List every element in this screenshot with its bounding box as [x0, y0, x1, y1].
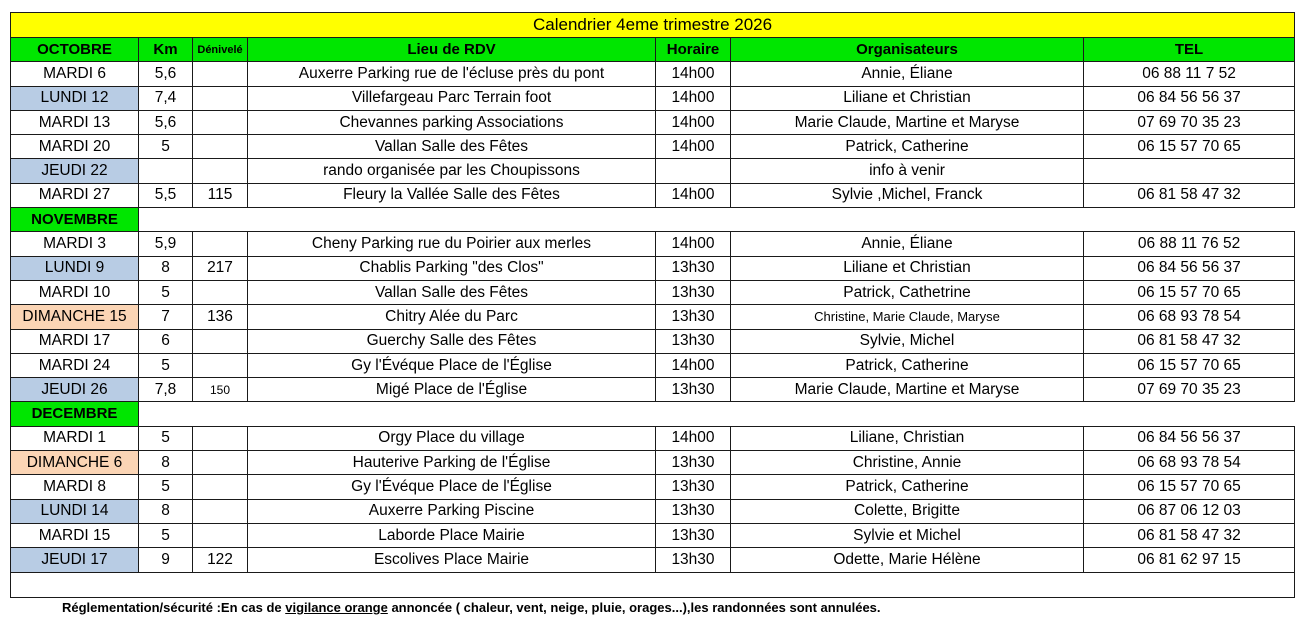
denivele-cell: [193, 523, 248, 547]
date-cell: LUNDI 14: [11, 499, 139, 523]
organisateurs-cell: Liliane et Christian: [731, 256, 1084, 280]
month-row: [11, 208, 1295, 232]
km-cell: 5: [139, 353, 193, 377]
organisateurs-cell: Sylvie, Michel: [731, 329, 1084, 353]
tel-cell: 06 15 57 70 65: [1084, 475, 1295, 499]
denivele-cell: [193, 110, 248, 134]
lieu-cell: rando organisée par les Choupissons: [248, 159, 656, 183]
denivele-cell: [193, 135, 248, 159]
horaire-cell: 13h30: [656, 329, 731, 353]
km-cell: 5: [139, 135, 193, 159]
date-cell: MARDI 6: [11, 62, 139, 86]
date-cell: MARDI 24: [11, 353, 139, 377]
km-cell: 6: [139, 329, 193, 353]
header-denivele: Dénivelé: [193, 38, 248, 62]
title-row: [11, 13, 1295, 38]
month-row-filler: [139, 208, 1295, 232]
tel-cell: 06 15 57 70 65: [1084, 280, 1295, 304]
header-horaire: Horaire: [656, 38, 731, 62]
organisateurs-cell: info à venir: [731, 159, 1084, 183]
empty-cell: [1084, 572, 1295, 597]
lieu-cell: Gy l'Évéque Place de l'Église: [248, 475, 656, 499]
date-cell: MARDI 10: [11, 280, 139, 304]
organisateurs-cell: Patrick, Catherine: [731, 135, 1084, 159]
table-row: [11, 232, 1295, 256]
tel-cell: 06 68 93 78 54: [1084, 451, 1295, 475]
tel-cell: 06 88 11 76 52: [1084, 232, 1295, 256]
horaire-cell: 13h30: [656, 499, 731, 523]
date-cell: LUNDI 12: [11, 86, 139, 110]
km-cell: 5: [139, 426, 193, 450]
table-row: [11, 499, 1295, 523]
footer-divider: [10, 597, 1294, 598]
denivele-cell: [193, 62, 248, 86]
organisateurs-cell: Marie Claude, Martine et Maryse: [731, 110, 1084, 134]
horaire-cell: 13h30: [656, 280, 731, 304]
organisateurs-cell: Patrick, Catherine: [731, 475, 1084, 499]
organisateurs-cell: Christine, Annie: [731, 451, 1084, 475]
horaire-cell: 13h30: [656, 475, 731, 499]
lieu-cell: Laborde Place Mairie: [248, 523, 656, 547]
denivele-cell: 217: [193, 256, 248, 280]
denivele-cell: [193, 159, 248, 183]
table-row: [11, 110, 1295, 134]
table-row: [11, 305, 1295, 329]
table-row: [11, 256, 1295, 280]
km-cell: 5,6: [139, 110, 193, 134]
horaire-cell: 14h00: [656, 62, 731, 86]
empty-cell: [731, 572, 1084, 597]
horaire-cell: 14h00: [656, 86, 731, 110]
calendar-title: Calendrier 4eme trimestre 2026: [11, 13, 1295, 38]
denivele-cell: 122: [193, 548, 248, 572]
km-cell: 7,4: [139, 86, 193, 110]
tel-cell: 07 69 70 35 23: [1084, 378, 1295, 402]
header-tel: TEL: [1084, 38, 1295, 62]
denivele-cell: [193, 280, 248, 304]
table-row: [11, 329, 1295, 353]
lieu-cell: Fleury la Vallée Salle des Fêtes: [248, 183, 656, 207]
month-label: DECEMBRE: [11, 402, 139, 426]
header-km: Km: [139, 38, 193, 62]
table-row: [11, 280, 1295, 304]
lieu-cell: Chevannes parking Associations: [248, 110, 656, 134]
footer-note: [62, 600, 881, 615]
header-row: [11, 38, 1295, 62]
date-cell: DIMANCHE 6: [11, 451, 139, 475]
lieu-cell: Escolives Place Mairie: [248, 548, 656, 572]
table-row: [11, 451, 1295, 475]
footer-text-before: Réglementation/sécurité :En cas de: [62, 600, 286, 615]
km-cell: 8: [139, 451, 193, 475]
table-row: [11, 378, 1295, 402]
km-cell: 7: [139, 305, 193, 329]
denivele-cell: [193, 475, 248, 499]
denivele-cell: 136: [193, 305, 248, 329]
denivele-cell: [193, 451, 248, 475]
tel-cell: 06 84 56 56 37: [1084, 86, 1295, 110]
calendar-table: [10, 12, 1295, 598]
km-cell: 9: [139, 548, 193, 572]
table-row: [11, 426, 1295, 450]
organisateurs-cell: Liliane, Christian: [731, 426, 1084, 450]
empty-cell: [193, 572, 248, 597]
organisateurs-cell: Odette, Marie Hélène: [731, 548, 1084, 572]
date-cell: MARDI 13: [11, 110, 139, 134]
table-row: [11, 135, 1295, 159]
organisateurs-cell: Patrick, Catherine: [731, 353, 1084, 377]
date-cell: MARDI 27: [11, 183, 139, 207]
empty-row: [11, 572, 1295, 597]
lieu-cell: Cheny Parking rue du Poirier aux merles: [248, 232, 656, 256]
horaire-cell: 13h30: [656, 548, 731, 572]
tel-cell: 06 88 11 7 52: [1084, 62, 1295, 86]
organisateurs-cell: Annie, Éliane: [731, 232, 1084, 256]
date-cell: MARDI 17: [11, 329, 139, 353]
horaire-cell: 13h30: [656, 523, 731, 547]
horaire-cell: 14h00: [656, 426, 731, 450]
tel-cell: 06 81 58 47 32: [1084, 183, 1295, 207]
km-cell: 8: [139, 499, 193, 523]
denivele-cell: [193, 426, 248, 450]
denivele-cell: [193, 353, 248, 377]
horaire-cell: 14h00: [656, 110, 731, 134]
lieu-cell: Villefargeau Parc Terrain foot: [248, 86, 656, 110]
km-cell: 7,8: [139, 378, 193, 402]
table-row: [11, 523, 1295, 547]
date-cell: JEUDI 26: [11, 378, 139, 402]
denivele-cell: 150: [193, 378, 248, 402]
date-cell: JEUDI 22: [11, 159, 139, 183]
horaire-cell: 13h30: [656, 378, 731, 402]
tel-cell: 06 87 06 12 03: [1084, 499, 1295, 523]
km-cell: 5,6: [139, 62, 193, 86]
lieu-cell: Guerchy Salle des Fêtes: [248, 329, 656, 353]
organisateurs-cell: Sylvie et Michel: [731, 523, 1084, 547]
table-row: [11, 159, 1295, 183]
horaire-cell: 13h30: [656, 305, 731, 329]
empty-cell: [11, 572, 139, 597]
tel-cell: 06 81 58 47 32: [1084, 329, 1295, 353]
empty-cell: [248, 572, 656, 597]
horaire-cell: 14h00: [656, 183, 731, 207]
organisateurs-cell: Annie, Éliane: [731, 62, 1084, 86]
km-cell: 5: [139, 280, 193, 304]
date-cell: JEUDI 17: [11, 548, 139, 572]
date-cell: MARDI 20: [11, 135, 139, 159]
tel-cell: 07 69 70 35 23: [1084, 110, 1295, 134]
month-row: [11, 402, 1295, 426]
date-cell: MARDI 3: [11, 232, 139, 256]
empty-cell: [656, 572, 731, 597]
lieu-cell: Hauterive Parking de l'Église: [248, 451, 656, 475]
footer-text-underlined: vigilance orange: [285, 600, 388, 615]
table-row: [11, 353, 1295, 377]
table-row: [11, 62, 1295, 86]
km-cell: 5,9: [139, 232, 193, 256]
km-cell: 5: [139, 475, 193, 499]
table-row: [11, 183, 1295, 207]
month-row-filler: [139, 402, 1295, 426]
organisateurs-cell: Sylvie ,Michel, Franck: [731, 183, 1084, 207]
horaire-cell: 13h30: [656, 256, 731, 280]
km-cell: 8: [139, 256, 193, 280]
date-cell: LUNDI 9: [11, 256, 139, 280]
footer-text-after: annoncée ( chaleur, vent, neige, pluie, orages...),les randonnées sont annulées.: [387, 600, 881, 615]
horaire-cell: 14h00: [656, 232, 731, 256]
tel-cell: 06 15 57 70 65: [1084, 353, 1295, 377]
date-cell: DIMANCHE 15: [11, 305, 139, 329]
lieu-cell: Vallan Salle des Fêtes: [248, 280, 656, 304]
organisateurs-cell: Patrick, Cathetrine: [731, 280, 1084, 304]
table-row: [11, 548, 1295, 572]
date-cell: MARDI 15: [11, 523, 139, 547]
km-cell: [139, 159, 193, 183]
lieu-cell: Gy l'Évéque Place de l'Église: [248, 353, 656, 377]
lieu-cell: Auxerre Parking rue de l'écluse près du pont: [248, 62, 656, 86]
tel-cell: 06 84 56 56 37: [1084, 256, 1295, 280]
tel-cell: 06 81 62 97 15: [1084, 548, 1295, 572]
horaire-cell: 14h00: [656, 353, 731, 377]
lieu-cell: Auxerre Parking Piscine: [248, 499, 656, 523]
tel-cell: [1084, 159, 1295, 183]
tel-cell: 06 81 58 47 32: [1084, 523, 1295, 547]
table-row: [11, 475, 1295, 499]
header-lieu: Lieu de RDV: [248, 38, 656, 62]
empty-cell: [139, 572, 193, 597]
organisateurs-cell: Liliane et Christian: [731, 86, 1084, 110]
organisateurs-cell: Colette, Brigitte: [731, 499, 1084, 523]
denivele-cell: 115: [193, 183, 248, 207]
organisateurs-cell: Marie Claude, Martine et Maryse: [731, 378, 1084, 402]
tel-cell: 06 84 56 56 37: [1084, 426, 1295, 450]
lieu-cell: Vallan Salle des Fêtes: [248, 135, 656, 159]
lieu-cell: Chablis Parking "des Clos": [248, 256, 656, 280]
lieu-cell: Migé Place de l'Église: [248, 378, 656, 402]
organisateurs-cell: Christine, Marie Claude, Maryse: [731, 305, 1084, 329]
horaire-cell: 14h00: [656, 135, 731, 159]
km-cell: 5,5: [139, 183, 193, 207]
denivele-cell: [193, 499, 248, 523]
date-cell: MARDI 1: [11, 426, 139, 450]
date-cell: MARDI 8: [11, 475, 139, 499]
denivele-cell: [193, 86, 248, 110]
month-label: NOVEMBRE: [11, 208, 139, 232]
denivele-cell: [193, 329, 248, 353]
tel-cell: 06 15 57 70 65: [1084, 135, 1295, 159]
lieu-cell: Chitry Alée du Parc: [248, 305, 656, 329]
tel-cell: 06 68 93 78 54: [1084, 305, 1295, 329]
horaire-cell: [656, 159, 731, 183]
horaire-cell: 13h30: [656, 451, 731, 475]
denivele-cell: [193, 232, 248, 256]
header-date: OCTOBRE: [11, 38, 139, 62]
km-cell: 5: [139, 523, 193, 547]
lieu-cell: Orgy Place du village: [248, 426, 656, 450]
header-organisateurs: Organisateurs: [731, 38, 1084, 62]
table-row: [11, 86, 1295, 110]
